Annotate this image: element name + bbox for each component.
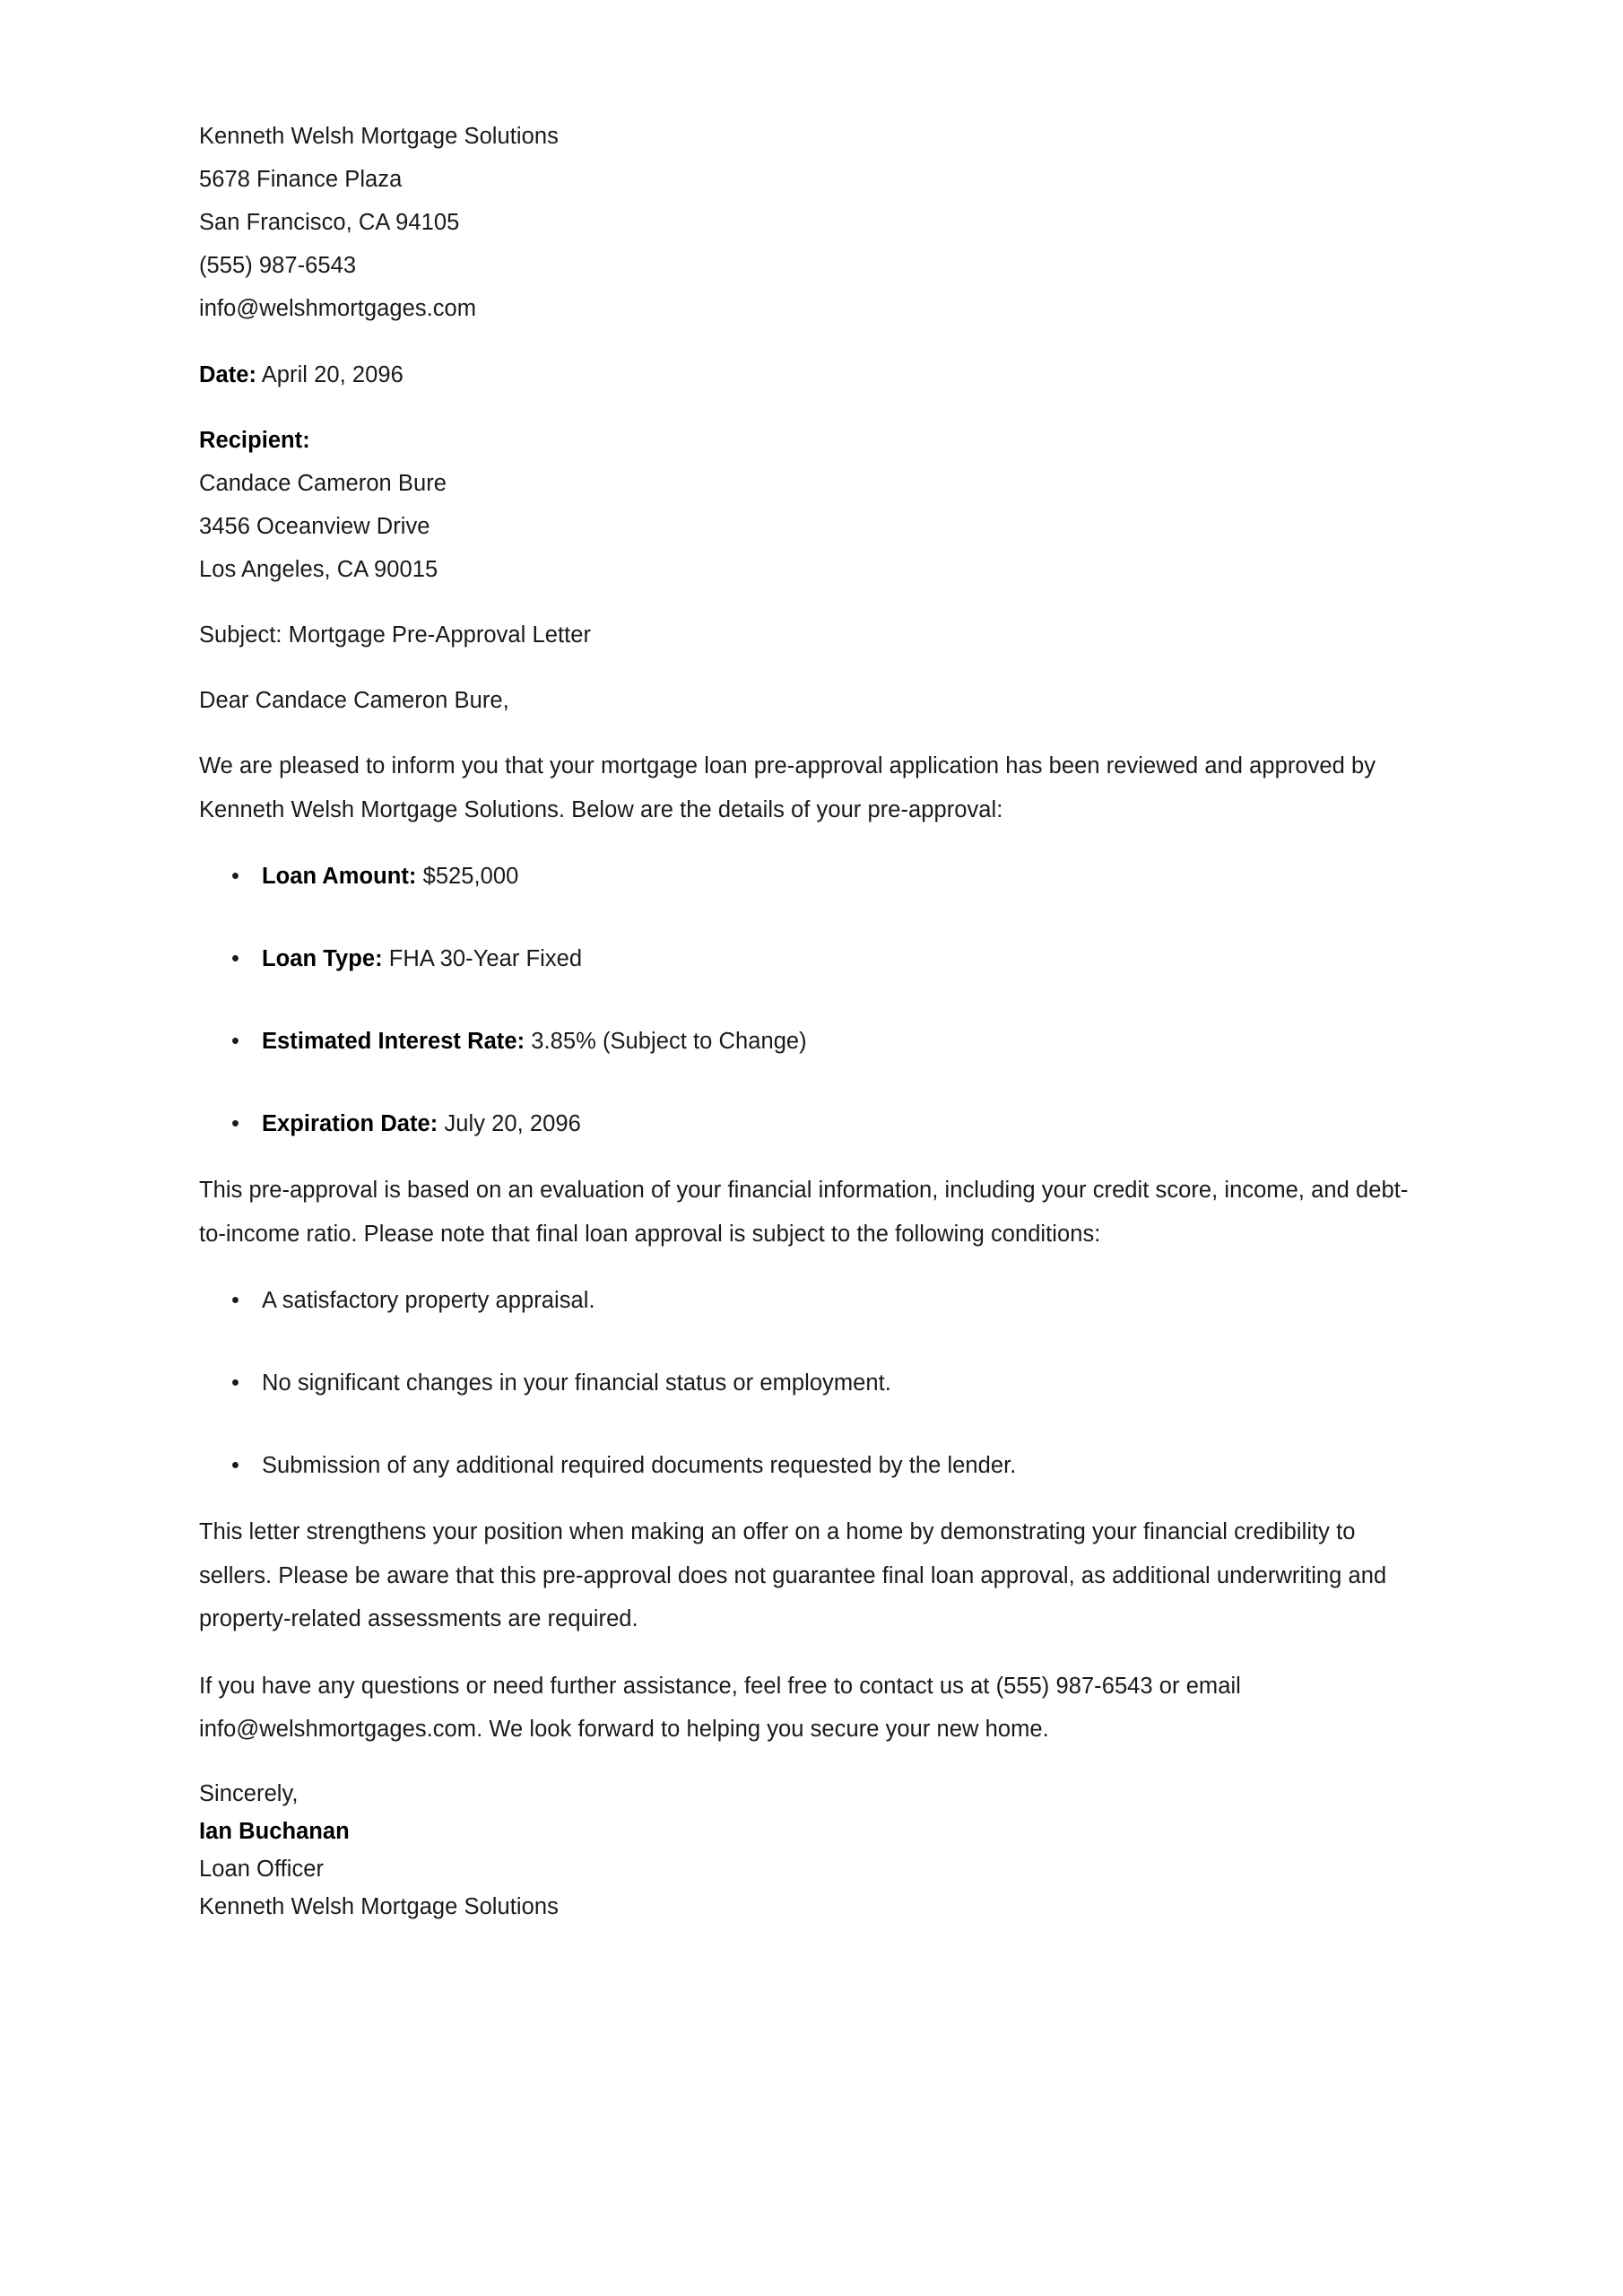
date-label: Date: <box>199 362 257 387</box>
loan-detail-label: Loan Type: <box>262 946 383 971</box>
signer-title: Loan Officer <box>199 1856 325 1882</box>
loan-details-list <box>199 855 1424 1145</box>
spacer <box>199 330 1424 353</box>
list-item <box>199 1361 1424 1405</box>
loan-detail-label: Loan Amount: <box>262 864 417 889</box>
bullet-icon: • <box>231 1029 239 1054</box>
recipient-label-text: Recipient: <box>199 428 310 453</box>
bullet-icon: • <box>231 1111 239 1136</box>
sender-street: 5678 Finance Plaza <box>199 167 403 192</box>
list-item <box>199 1020 1424 1063</box>
spacer <box>199 1752 1424 1775</box>
conditions-list-wrapper <box>199 1279 1424 1487</box>
list-item <box>199 855 1424 898</box>
sender-email: info@welshmortgages.com <box>199 296 477 321</box>
loan-detail-value: July 20, 2096 <box>444 1111 581 1136</box>
recipient-name: Candace Cameron Bure <box>199 471 447 496</box>
loan-detail-value: 3.85% (Subject to Change) <box>531 1029 807 1054</box>
sender-phone: (555) 987-6543 <box>199 253 357 278</box>
loan-detail-label: Expiration Date: <box>262 1111 438 1136</box>
list-item <box>199 1444 1424 1487</box>
strength-paragraph: This letter strengthens your position when making an offer on a home by demonstrating your financial credibility to sellers. Please be aware that this pre-approval does not guarantee final loan approval, as additional underwriting and property-related assessments are required. <box>199 1519 1387 1631</box>
spacer <box>199 657 1424 679</box>
salutation: Dear Candace Cameron Bure, <box>199 688 509 713</box>
sender-company: Kenneth Welsh Mortgage Solutions <box>199 124 559 149</box>
intro-paragraph: We are pleased to inform you that your mortgage loan pre-approval application has been reviewed and approved by Kenneth Welsh Mortgage Solutions. Below are the details of your pre-approval: <box>199 753 1376 822</box>
signer-name: Ian Buchanan <box>199 1818 350 1844</box>
contact-paragraph: If you have any questions or need further assistance, feel free to contact us at (555) 987-6543 or email info@welshmortgages.com. We look forward to helping you secure your new home. <box>199 1673 1241 1742</box>
bullet-icon: • <box>231 864 239 889</box>
bullet-icon: • <box>231 1370 239 1396</box>
list-item <box>199 937 1424 980</box>
list-item <box>199 1279 1424 1322</box>
loan-details-list-wrapper <box>199 855 1424 1145</box>
recipient-address-block <box>199 419 1424 591</box>
bullet-icon: • <box>231 1288 239 1313</box>
sender-address-block <box>199 115 1424 330</box>
loan-detail-value: FHA 30-Year Fixed <box>388 946 583 971</box>
recipient-street: 3456 Oceanview Drive <box>199 514 430 539</box>
recipient-label <box>199 419 1424 462</box>
conditions-list <box>199 1279 1424 1487</box>
bullet-icon: • <box>231 1453 239 1478</box>
signature-block <box>199 1775 1424 1926</box>
subject-line: Subject: Mortgage Pre-Approval Letter <box>199 622 591 648</box>
loan-detail-label: Estimated Interest Rate: <box>262 1029 525 1054</box>
date-value: April 20, 2096 <box>261 362 404 387</box>
condition-text: A satisfactory property appraisal. <box>262 1288 595 1313</box>
sender-city-state-zip: San Francisco, CA 94105 <box>199 210 460 235</box>
letter-body <box>199 115 1424 1926</box>
spacer <box>199 722 1424 744</box>
spacer <box>199 1641 1424 1665</box>
loan-detail-value: $525,000 <box>422 864 519 889</box>
valediction: Sincerely, <box>199 1780 299 1806</box>
bullet-icon: • <box>231 946 239 971</box>
condition-text: Submission of any additional required documents requested by the lender. <box>262 1453 1017 1478</box>
date-line <box>199 353 1424 396</box>
recipient-city-state-zip: Los Angeles, CA 90015 <box>199 557 438 582</box>
condition-text: No significant changes in your financial status or employment. <box>262 1370 891 1396</box>
spacer <box>199 396 1424 419</box>
signer-company: Kenneth Welsh Mortgage Solutions <box>199 1893 559 1919</box>
evaluation-paragraph: This pre-approval is based on an evaluation of your financial information, including your credit score, income, and debt-to-income ratio. Please note that final loan approval is subject to the following conditions: <box>199 1178 1409 1247</box>
spacer <box>199 591 1424 613</box>
list-item <box>199 1102 1424 1145</box>
